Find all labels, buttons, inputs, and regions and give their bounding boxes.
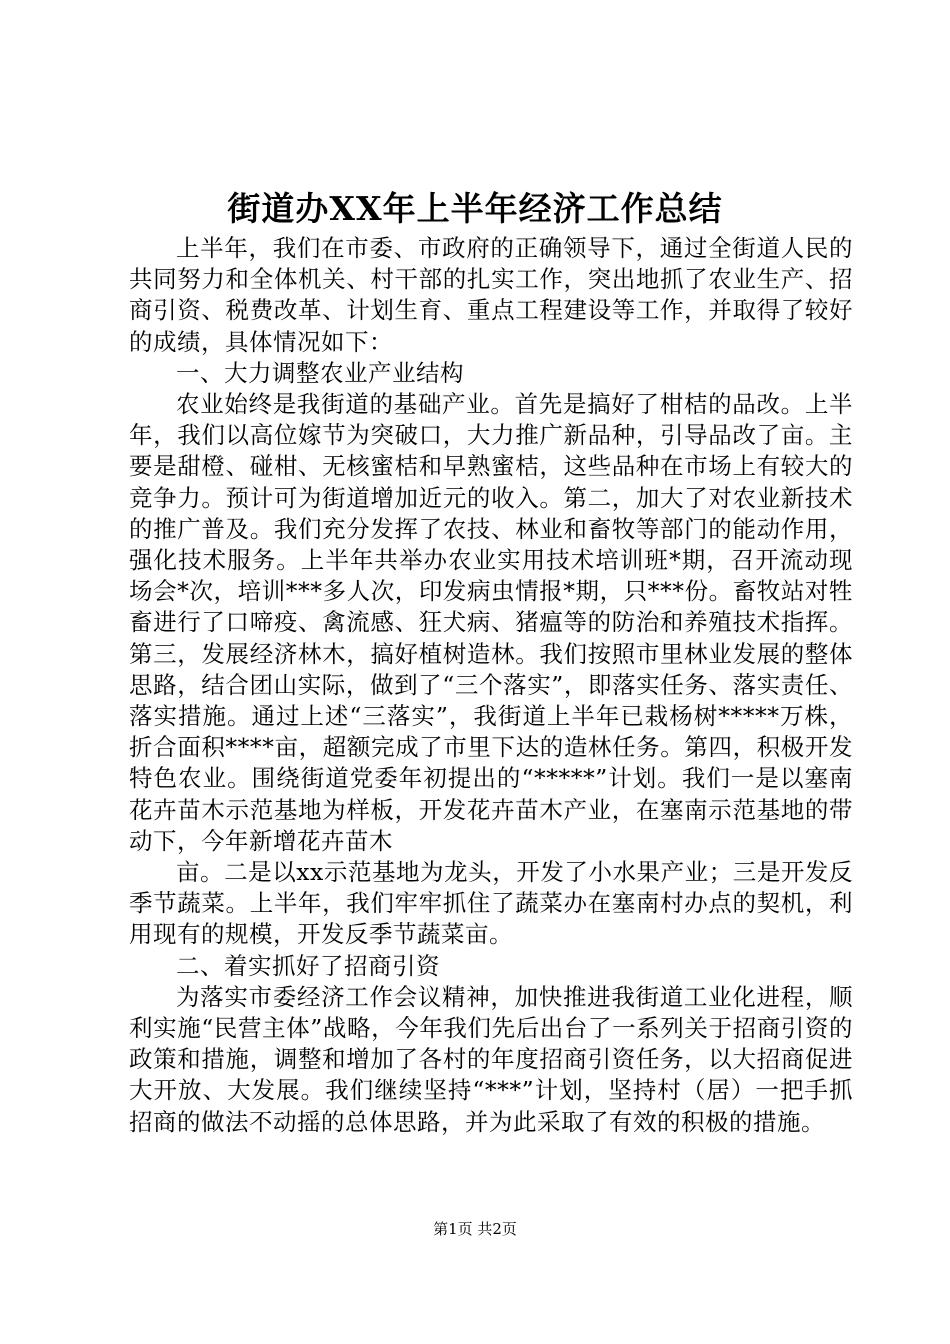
intro-paragraph: 上半年，我们在市委、市政府的正确领导下，通过全街道人民的共同努力和全体机关、村干部的扎实工作，突出地抓了农业生产、招商引资、税费改革、计划生育、重点工程建设等工作，并取得了较好的成绩，具体情况如下： xyxy=(129,234,853,356)
page-number-footer: 第1页 共2页 xyxy=(433,1220,517,1238)
section-heading-investment: 二、着实抓好了招商引资 xyxy=(176,951,440,980)
document-title: 街道办XX年上半年经济工作总结 xyxy=(227,189,723,228)
document-body xyxy=(129,233,853,1138)
investment-paragraph: 为落实市委经济工作会议精神，加快推进我街道工业化进程，顺利实施“民营主体”战略，今年我们先后出台了一系列关于招商引资的政策和措施，调整和增加了各村的年度招商引资任务，以大招商促进大开放、大发展。我们继续坚持“***”计划，坚持村（居）一把手抓招商的做法不动摇的总体思路，并为此采取了有效的积极的措施。 xyxy=(129,982,853,1136)
section-heading-agriculture: 一、大力调整农业产业结构 xyxy=(176,358,464,387)
agriculture-continued-paragraph: 亩。二是以xx示范基地为龙头，开发了小水果产业；三是开发反季节蔬菜。上半年，我们牢牢抓住了蔬菜办在塞南村办点的契机，利用现有的规模，开发反季节蔬菜亩。 xyxy=(129,858,853,949)
agriculture-paragraph: 农业始终是我街道的基础产业。首先是搞好了柑桔的品改。上半年，我们以高位嫁节为突破口，大力推广新品种，引导品改了亩。主要是甜橙、碰柑、无核蜜桔和早熟蜜桔，这些品种在市场上有较大的竞争力。预计可为街道增加近元的收入。第二，加大了对农业新技术的推广普及。我们充分发挥了农技、林业和畜牧等部门的能动作用，强化技术服务。上半年共举办农业实用技术培训班*期，召开流动现场会*次，培训***多人次，印发病虫情报*期，只***份。畜牧站对牲畜进行了口啼疫、禽流感、狂犬病、猪瘟等的防治和养殖技术指挥。第三，发展经济林木，搞好植树造林。我们按照市里林业发展的整体思路，结合团山实际，做到了“三个落实”，即落实任务、落实责任、落实措施。通过上述“三落实”，我街道上半年已栽杨树*****万株，折合面积****亩，超额完成了市里下达的造林任务。第四，积极开发特色农业。围绕街道党委年初提出的“*****”计划。我们一是以塞南花卉苗木示范基地为样板，开发花卉苗木产业，在塞南示范基地的带动下，今年新增花卉苗木 xyxy=(129,390,853,855)
